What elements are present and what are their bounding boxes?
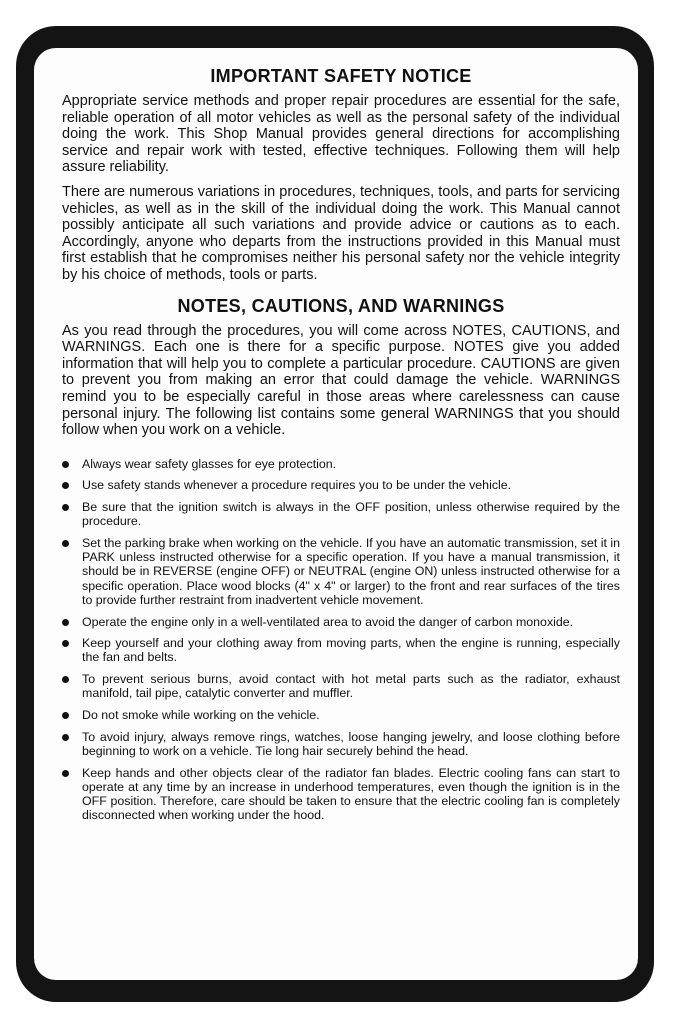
warning-item: [62, 636, 620, 664]
bullet-icon: [62, 640, 69, 647]
warning-text: Do not smoke while working on the vehicle.: [82, 708, 320, 723]
warning-text: Set the parking brake when working on the vehicle. If you have an automatic transmission, set it in PARK unless instructed otherwise for a specific operation. If you have a manual transmission, it should be in REVERSE (engine OFF) or NEUTRAL (engine ON) unless instructed otherwise for a specific operation. Place wood blocks (4" x 4" or larger) to the front and rear surfaces of the tires to provide further restraint from inadvertent vehicle movement.: [82, 536, 620, 607]
bullet-icon: [62, 770, 69, 777]
safety-notice-paragraph-1: Appropriate service methods and proper repair procedures are essential for the safe, reliable operation of all motor vehicles as well as the personal safety of the individual doing the work. This Shop Manual provides general directions for accomplishing service and repair work with tested, effective techniques. Following them will help assure reliability.: [62, 93, 620, 176]
notice-frame: [16, 26, 654, 1002]
notes-cautions-warnings-paragraph: As you read through the procedures, you will come across NOTES, CAUTIONS, and WARNINGS. Each one is there for a specific purpose. NOTES give you added information that will help you to complete a particular procedure. CAUTIONS are given to prevent you from making an error that could damage the vehicle. WARNINGS remind you to be especially careful in those areas where carelessness can cause personal injury. The following list contains some general WARNINGS that you should follow when you work on a vehicle.: [62, 322, 620, 439]
bullet-icon: [62, 619, 69, 626]
warning-item: [62, 766, 620, 823]
bullet-icon: [62, 734, 69, 741]
warning-item: [62, 708, 620, 722]
warning-item: [62, 478, 620, 492]
warning-text: Be sure that the ignition switch is always in the OFF position, unless otherwise required by the procedure.: [82, 500, 620, 529]
warning-item: [62, 500, 620, 528]
warning-text: Always wear safety glasses for eye protection.: [82, 456, 337, 471]
bullet-icon: [62, 504, 69, 511]
safety-notice-paragraph-2: There are numerous variations in procedures, techniques, tools, and parts for servicing vehicles, as well as in the skill of the individual doing the work. This Manual cannot possibly anticipate all such variations and provide advice or cautions as to each. Accordingly, anyone who departs from the instructions provided in this Manual must first establish that he compromises neither his personal safety nor the vehicle integrity by his choice of methods, tools or parts.: [62, 183, 620, 283]
warning-item: [62, 730, 620, 758]
bullet-icon: [62, 540, 69, 547]
warning-item: [62, 457, 620, 471]
warning-text: Keep hands and other objects clear of the radiator fan blades. Electric cooling fans can start to operate at any time by an increase in underhood temperatures, even though the ignition is in the OFF position. Therefore, care should be taken to ensure that the electric cooling fan is completely disconnected when working under the hood.: [82, 765, 620, 823]
warning-text: To prevent serious burns, avoid contact with hot metal parts such as the radiator, exhaust manifold, tail pipe, catalytic converter and muffler.: [82, 672, 620, 701]
warning-text: To avoid injury, always remove rings, watches, loose hanging jewelry, and loose clothing before beginning to work on a vehicle. Tie long hair securely behind the head.: [82, 729, 620, 758]
notice-panel: [34, 48, 638, 980]
warning-item: [62, 672, 620, 700]
warning-text: Keep yourself and your clothing away from moving parts, when the engine is running, especially the fan and belts.: [82, 636, 620, 665]
warnings-list: [62, 457, 620, 823]
bullet-icon: [62, 461, 69, 468]
notes-cautions-warnings-title: NOTES, CAUTIONS, AND WARNINGS: [177, 295, 505, 316]
warning-text: Use safety stands whenever a procedure requires you to be under the vehicle.: [82, 478, 512, 493]
warning-text: Operate the engine only in a well-ventilated area to avoid the danger of carbon monoxide.: [82, 614, 574, 629]
safety-notice-title: IMPORTANT SAFETY NOTICE: [210, 66, 472, 86]
bullet-icon: [62, 712, 69, 719]
warning-item: [62, 536, 620, 607]
bullet-icon: [62, 482, 69, 489]
bullet-icon: [62, 676, 69, 683]
warning-item: [62, 615, 620, 629]
